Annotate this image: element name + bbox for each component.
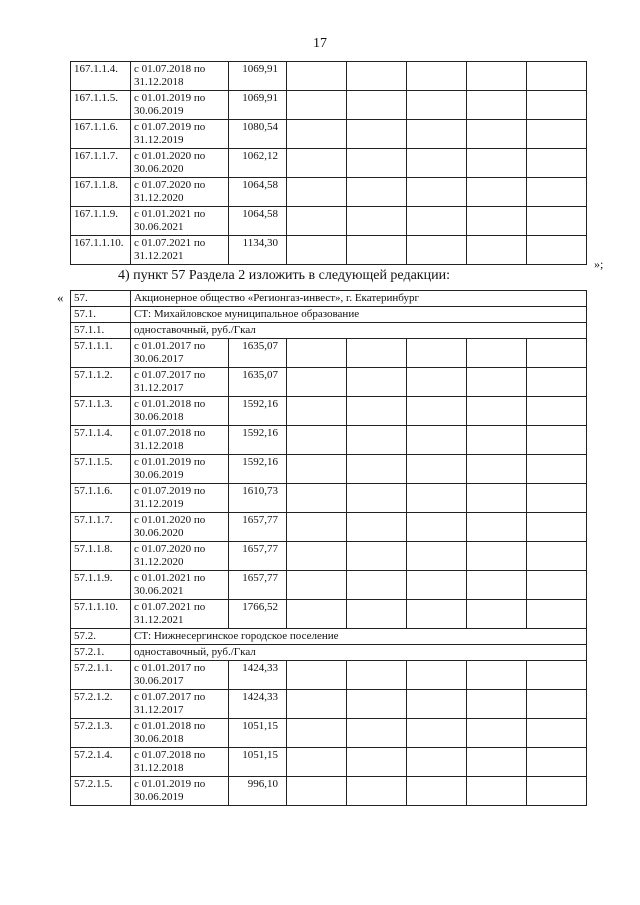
empty-cell xyxy=(287,455,347,484)
empty-cell xyxy=(467,748,527,777)
empty-cell xyxy=(467,719,527,748)
period-start: с 01.01.2019 по xyxy=(134,778,206,790)
period-end: 30.06.2021 xyxy=(134,221,184,233)
empty-cell xyxy=(287,397,347,426)
tariff-table-167 xyxy=(70,61,587,265)
row-code: 167.1.1.6. xyxy=(71,120,131,149)
empty-cell xyxy=(347,397,407,426)
empty-cell xyxy=(407,513,467,542)
empty-cell xyxy=(407,777,467,806)
empty-cell xyxy=(527,571,587,600)
empty-cell xyxy=(347,690,407,719)
empty-cell xyxy=(347,339,407,368)
empty-cell xyxy=(527,120,587,149)
row-period xyxy=(131,571,229,600)
empty-cell xyxy=(347,207,407,236)
row-code: 57.2.1.2. xyxy=(71,690,131,719)
empty-cell xyxy=(467,426,527,455)
section-row xyxy=(71,629,587,645)
table-row xyxy=(71,207,587,236)
empty-cell xyxy=(287,236,347,265)
period-start: с 01.01.2017 по xyxy=(134,662,206,674)
empty-cell xyxy=(527,600,587,629)
row-value: 1635,07 xyxy=(229,368,287,397)
empty-cell xyxy=(407,368,467,397)
empty-cell xyxy=(467,777,527,806)
table-row xyxy=(71,91,587,120)
period-start: с 01.07.2018 по xyxy=(134,749,206,761)
empty-cell xyxy=(407,484,467,513)
row-value: 1635,07 xyxy=(229,339,287,368)
period-start: с 01.01.2017 по xyxy=(134,340,206,352)
row-code: 57.1.1.6. xyxy=(71,484,131,513)
table-row xyxy=(71,120,587,149)
period-end: 31.12.2018 xyxy=(134,762,184,774)
row-period xyxy=(131,513,229,542)
empty-cell xyxy=(347,91,407,120)
row-period xyxy=(131,719,229,748)
row-value: 996,10 xyxy=(229,777,287,806)
empty-cell xyxy=(527,207,587,236)
row-code: 57.2.1.3. xyxy=(71,719,131,748)
empty-cell xyxy=(467,149,527,178)
section-row-label: СТ: Михайловское муниципальное образование xyxy=(131,307,587,323)
period-start: с 01.07.2017 по xyxy=(134,691,206,703)
empty-cell xyxy=(287,207,347,236)
empty-cell xyxy=(287,690,347,719)
row-code: 57.1.1.1. xyxy=(71,339,131,368)
row-code: 57.1.1.7. xyxy=(71,513,131,542)
row-value: 1657,77 xyxy=(229,513,287,542)
table-row xyxy=(71,719,587,748)
amendment-instruction: 4) пункт 57 Раздела 2 изложить в следующей редакции: xyxy=(118,268,450,283)
org-code: 57. xyxy=(71,291,131,307)
table-row xyxy=(71,426,587,455)
empty-cell xyxy=(287,120,347,149)
empty-cell xyxy=(287,600,347,629)
empty-cell xyxy=(407,62,467,91)
row-period xyxy=(131,178,229,207)
row-period xyxy=(131,777,229,806)
empty-cell xyxy=(527,91,587,120)
table-row xyxy=(71,661,587,690)
row-value: 1080,54 xyxy=(229,120,287,149)
empty-cell xyxy=(287,62,347,91)
table-row xyxy=(71,777,587,806)
period-start: с 01.01.2021 по xyxy=(134,572,206,584)
empty-cell xyxy=(347,236,407,265)
empty-cell xyxy=(527,777,587,806)
empty-cell xyxy=(287,513,347,542)
empty-cell xyxy=(287,149,347,178)
period-start: с 01.07.2020 по xyxy=(134,543,206,555)
empty-cell xyxy=(347,571,407,600)
period-end: 30.06.2019 xyxy=(134,791,184,803)
section-row-code: 57.1. xyxy=(71,307,131,323)
row-value: 1424,33 xyxy=(229,690,287,719)
period-start: с 01.07.2017 по xyxy=(134,369,206,381)
row-code: 167.1.1.9. xyxy=(71,207,131,236)
tariff-type-row-code: 57.1.1. xyxy=(71,323,131,339)
table-167-body xyxy=(71,62,587,265)
empty-cell xyxy=(527,397,587,426)
section-row-label: СТ: Нижнесергинское городское поселение xyxy=(131,629,587,645)
row-period xyxy=(131,426,229,455)
empty-cell xyxy=(347,719,407,748)
table-row xyxy=(71,62,587,91)
row-value: 1592,16 xyxy=(229,455,287,484)
empty-cell xyxy=(287,542,347,571)
empty-cell xyxy=(527,62,587,91)
table-row xyxy=(71,542,587,571)
period-start: с 01.07.2021 по xyxy=(134,237,206,249)
row-period xyxy=(131,600,229,629)
row-period xyxy=(131,236,229,265)
empty-cell xyxy=(347,62,407,91)
period-end: 31.12.2021 xyxy=(134,614,184,626)
row-code: 167.1.1.10. xyxy=(71,236,131,265)
row-value: 1051,15 xyxy=(229,748,287,777)
table-row xyxy=(71,484,587,513)
empty-cell xyxy=(527,426,587,455)
row-value: 1592,16 xyxy=(229,426,287,455)
empty-cell xyxy=(347,178,407,207)
table-row xyxy=(71,600,587,629)
row-period xyxy=(131,149,229,178)
tariff-type-row-label: одноставочный, руб./Гкал xyxy=(131,323,587,339)
empty-cell xyxy=(287,661,347,690)
empty-cell xyxy=(467,62,527,91)
empty-cell xyxy=(347,661,407,690)
period-start: с 01.07.2018 по xyxy=(134,427,206,439)
row-code: 57.2.1.4. xyxy=(71,748,131,777)
period-start: с 01.07.2021 по xyxy=(134,601,206,613)
row-code: 57.1.1.8. xyxy=(71,542,131,571)
table-row xyxy=(71,397,587,426)
row-period xyxy=(131,91,229,120)
empty-cell xyxy=(467,91,527,120)
empty-cell xyxy=(467,690,527,719)
empty-cell xyxy=(467,484,527,513)
period-start: с 01.07.2019 по xyxy=(134,485,206,497)
table-row xyxy=(71,513,587,542)
tariff-type-row-code: 57.2.1. xyxy=(71,645,131,661)
empty-cell xyxy=(467,178,527,207)
row-code: 167.1.1.4. xyxy=(71,62,131,91)
table-row xyxy=(71,748,587,777)
row-value: 1064,58 xyxy=(229,178,287,207)
empty-cell xyxy=(407,661,467,690)
empty-cell xyxy=(407,149,467,178)
period-end: 30.06.2018 xyxy=(134,733,184,745)
empty-cell xyxy=(527,661,587,690)
empty-cell xyxy=(527,339,587,368)
tariff-type-row xyxy=(71,645,587,661)
row-code: 57.1.1.10. xyxy=(71,600,131,629)
empty-cell xyxy=(467,542,527,571)
section-row-code: 57.2. xyxy=(71,629,131,645)
row-value: 1069,91 xyxy=(229,62,287,91)
period-end: 31.12.2019 xyxy=(134,134,184,146)
row-code: 57.1.1.5. xyxy=(71,455,131,484)
row-period xyxy=(131,207,229,236)
row-value: 1134,30 xyxy=(229,236,287,265)
empty-cell xyxy=(407,397,467,426)
row-period xyxy=(131,397,229,426)
period-end: 31.12.2018 xyxy=(134,76,184,88)
table-row xyxy=(71,236,587,265)
period-end: 30.06.2020 xyxy=(134,527,184,539)
empty-cell xyxy=(287,571,347,600)
row-period xyxy=(131,690,229,719)
tariff-type-row xyxy=(71,323,587,339)
row-value: 1051,15 xyxy=(229,719,287,748)
empty-cell xyxy=(527,690,587,719)
row-value: 1069,91 xyxy=(229,91,287,120)
empty-cell xyxy=(347,748,407,777)
empty-cell xyxy=(287,719,347,748)
row-value: 1657,77 xyxy=(229,542,287,571)
period-end: 30.06.2019 xyxy=(134,105,184,117)
empty-cell xyxy=(467,571,527,600)
period-end: 31.12.2018 xyxy=(134,440,184,452)
table-row xyxy=(71,690,587,719)
row-period xyxy=(131,484,229,513)
empty-cell xyxy=(407,748,467,777)
empty-cell xyxy=(347,513,407,542)
empty-cell xyxy=(407,236,467,265)
empty-cell xyxy=(287,91,347,120)
empty-cell xyxy=(527,236,587,265)
table-row xyxy=(71,455,587,484)
empty-cell xyxy=(287,748,347,777)
tariff-table-57 xyxy=(70,290,587,806)
empty-cell xyxy=(467,368,527,397)
empty-cell xyxy=(347,149,407,178)
period-end: 30.06.2021 xyxy=(134,585,184,597)
period-end: 30.06.2018 xyxy=(134,411,184,423)
section-row xyxy=(71,307,587,323)
period-end: 30.06.2017 xyxy=(134,353,184,365)
row-value: 1657,77 xyxy=(229,571,287,600)
empty-cell xyxy=(527,455,587,484)
row-code: 57.1.1.2. xyxy=(71,368,131,397)
table-57-body xyxy=(71,291,587,806)
empty-cell xyxy=(407,542,467,571)
period-start: с 01.07.2018 по xyxy=(134,63,206,75)
row-period xyxy=(131,455,229,484)
period-end: 31.12.2020 xyxy=(134,556,184,568)
empty-cell xyxy=(407,178,467,207)
empty-cell xyxy=(407,339,467,368)
empty-cell xyxy=(407,455,467,484)
row-code: 167.1.1.8. xyxy=(71,178,131,207)
period-end: 31.12.2019 xyxy=(134,498,184,510)
row-value: 1610,73 xyxy=(229,484,287,513)
row-period xyxy=(131,542,229,571)
row-code: 57.2.1.1. xyxy=(71,661,131,690)
empty-cell xyxy=(467,339,527,368)
row-value: 1592,16 xyxy=(229,397,287,426)
empty-cell xyxy=(407,426,467,455)
empty-cell xyxy=(347,120,407,149)
period-start: с 01.01.2021 по xyxy=(134,208,206,220)
table-row xyxy=(71,571,587,600)
row-period xyxy=(131,661,229,690)
empty-cell xyxy=(347,600,407,629)
period-end: 31.12.2021 xyxy=(134,250,184,262)
empty-cell xyxy=(467,513,527,542)
org-row xyxy=(71,291,587,307)
empty-cell xyxy=(527,368,587,397)
empty-cell xyxy=(527,178,587,207)
row-code: 167.1.1.5. xyxy=(71,91,131,120)
row-period xyxy=(131,368,229,397)
empty-cell xyxy=(467,236,527,265)
empty-cell xyxy=(347,368,407,397)
row-value: 1766,52 xyxy=(229,600,287,629)
empty-cell xyxy=(467,120,527,149)
empty-cell xyxy=(287,339,347,368)
empty-cell xyxy=(287,426,347,455)
empty-cell xyxy=(467,207,527,236)
row-period xyxy=(131,120,229,149)
period-start: с 01.01.2018 по xyxy=(134,398,206,410)
closing-quote-mark: »; xyxy=(594,257,604,271)
period-end: 30.06.2017 xyxy=(134,675,184,687)
row-code: 57.2.1.5. xyxy=(71,777,131,806)
period-start: с 01.01.2020 по xyxy=(134,150,206,162)
empty-cell xyxy=(287,368,347,397)
empty-cell xyxy=(407,600,467,629)
empty-cell xyxy=(527,484,587,513)
tariff-type-row-label: одноставочный, руб./Гкал xyxy=(131,645,587,661)
empty-cell xyxy=(407,571,467,600)
row-value: 1062,12 xyxy=(229,149,287,178)
row-code: 57.1.1.3. xyxy=(71,397,131,426)
row-value: 1064,58 xyxy=(229,207,287,236)
empty-cell xyxy=(527,719,587,748)
empty-cell xyxy=(467,600,527,629)
opening-quote-mark: « xyxy=(57,290,64,305)
period-start: с 01.07.2020 по xyxy=(134,179,206,191)
period-end: 31.12.2017 xyxy=(134,382,184,394)
empty-cell xyxy=(287,777,347,806)
empty-cell xyxy=(347,777,407,806)
empty-cell xyxy=(407,719,467,748)
table-row xyxy=(71,149,587,178)
period-start: с 01.01.2018 по xyxy=(134,720,206,732)
empty-cell xyxy=(287,178,347,207)
period-end: 31.12.2017 xyxy=(134,704,184,716)
row-code: 57.1.1.9. xyxy=(71,571,131,600)
row-period xyxy=(131,62,229,91)
row-period xyxy=(131,748,229,777)
table-row xyxy=(71,178,587,207)
table-row xyxy=(71,339,587,368)
empty-cell xyxy=(467,397,527,426)
empty-cell xyxy=(347,426,407,455)
period-start: с 01.01.2019 по xyxy=(134,456,206,468)
empty-cell xyxy=(407,207,467,236)
empty-cell xyxy=(527,513,587,542)
empty-cell xyxy=(407,91,467,120)
row-code: 167.1.1.7. xyxy=(71,149,131,178)
page-number: 17 xyxy=(313,36,327,51)
period-end: 30.06.2020 xyxy=(134,163,184,175)
empty-cell xyxy=(407,690,467,719)
empty-cell xyxy=(407,120,467,149)
period-end: 31.12.2020 xyxy=(134,192,184,204)
row-code: 57.1.1.4. xyxy=(71,426,131,455)
empty-cell xyxy=(287,484,347,513)
period-start: с 01.07.2019 по xyxy=(134,121,206,133)
table-row xyxy=(71,368,587,397)
empty-cell xyxy=(527,748,587,777)
empty-cell xyxy=(347,484,407,513)
empty-cell xyxy=(467,455,527,484)
period-start: с 01.01.2019 по xyxy=(134,92,206,104)
period-start: с 01.01.2020 по xyxy=(134,514,206,526)
period-end: 30.06.2019 xyxy=(134,469,184,481)
empty-cell xyxy=(347,542,407,571)
empty-cell xyxy=(467,661,527,690)
row-period xyxy=(131,339,229,368)
empty-cell xyxy=(527,149,587,178)
empty-cell xyxy=(527,542,587,571)
empty-cell xyxy=(347,455,407,484)
row-value: 1424,33 xyxy=(229,661,287,690)
org-name: Акционерное общество «Регионгаз-инвест», г. Екатеринбург xyxy=(131,291,587,307)
